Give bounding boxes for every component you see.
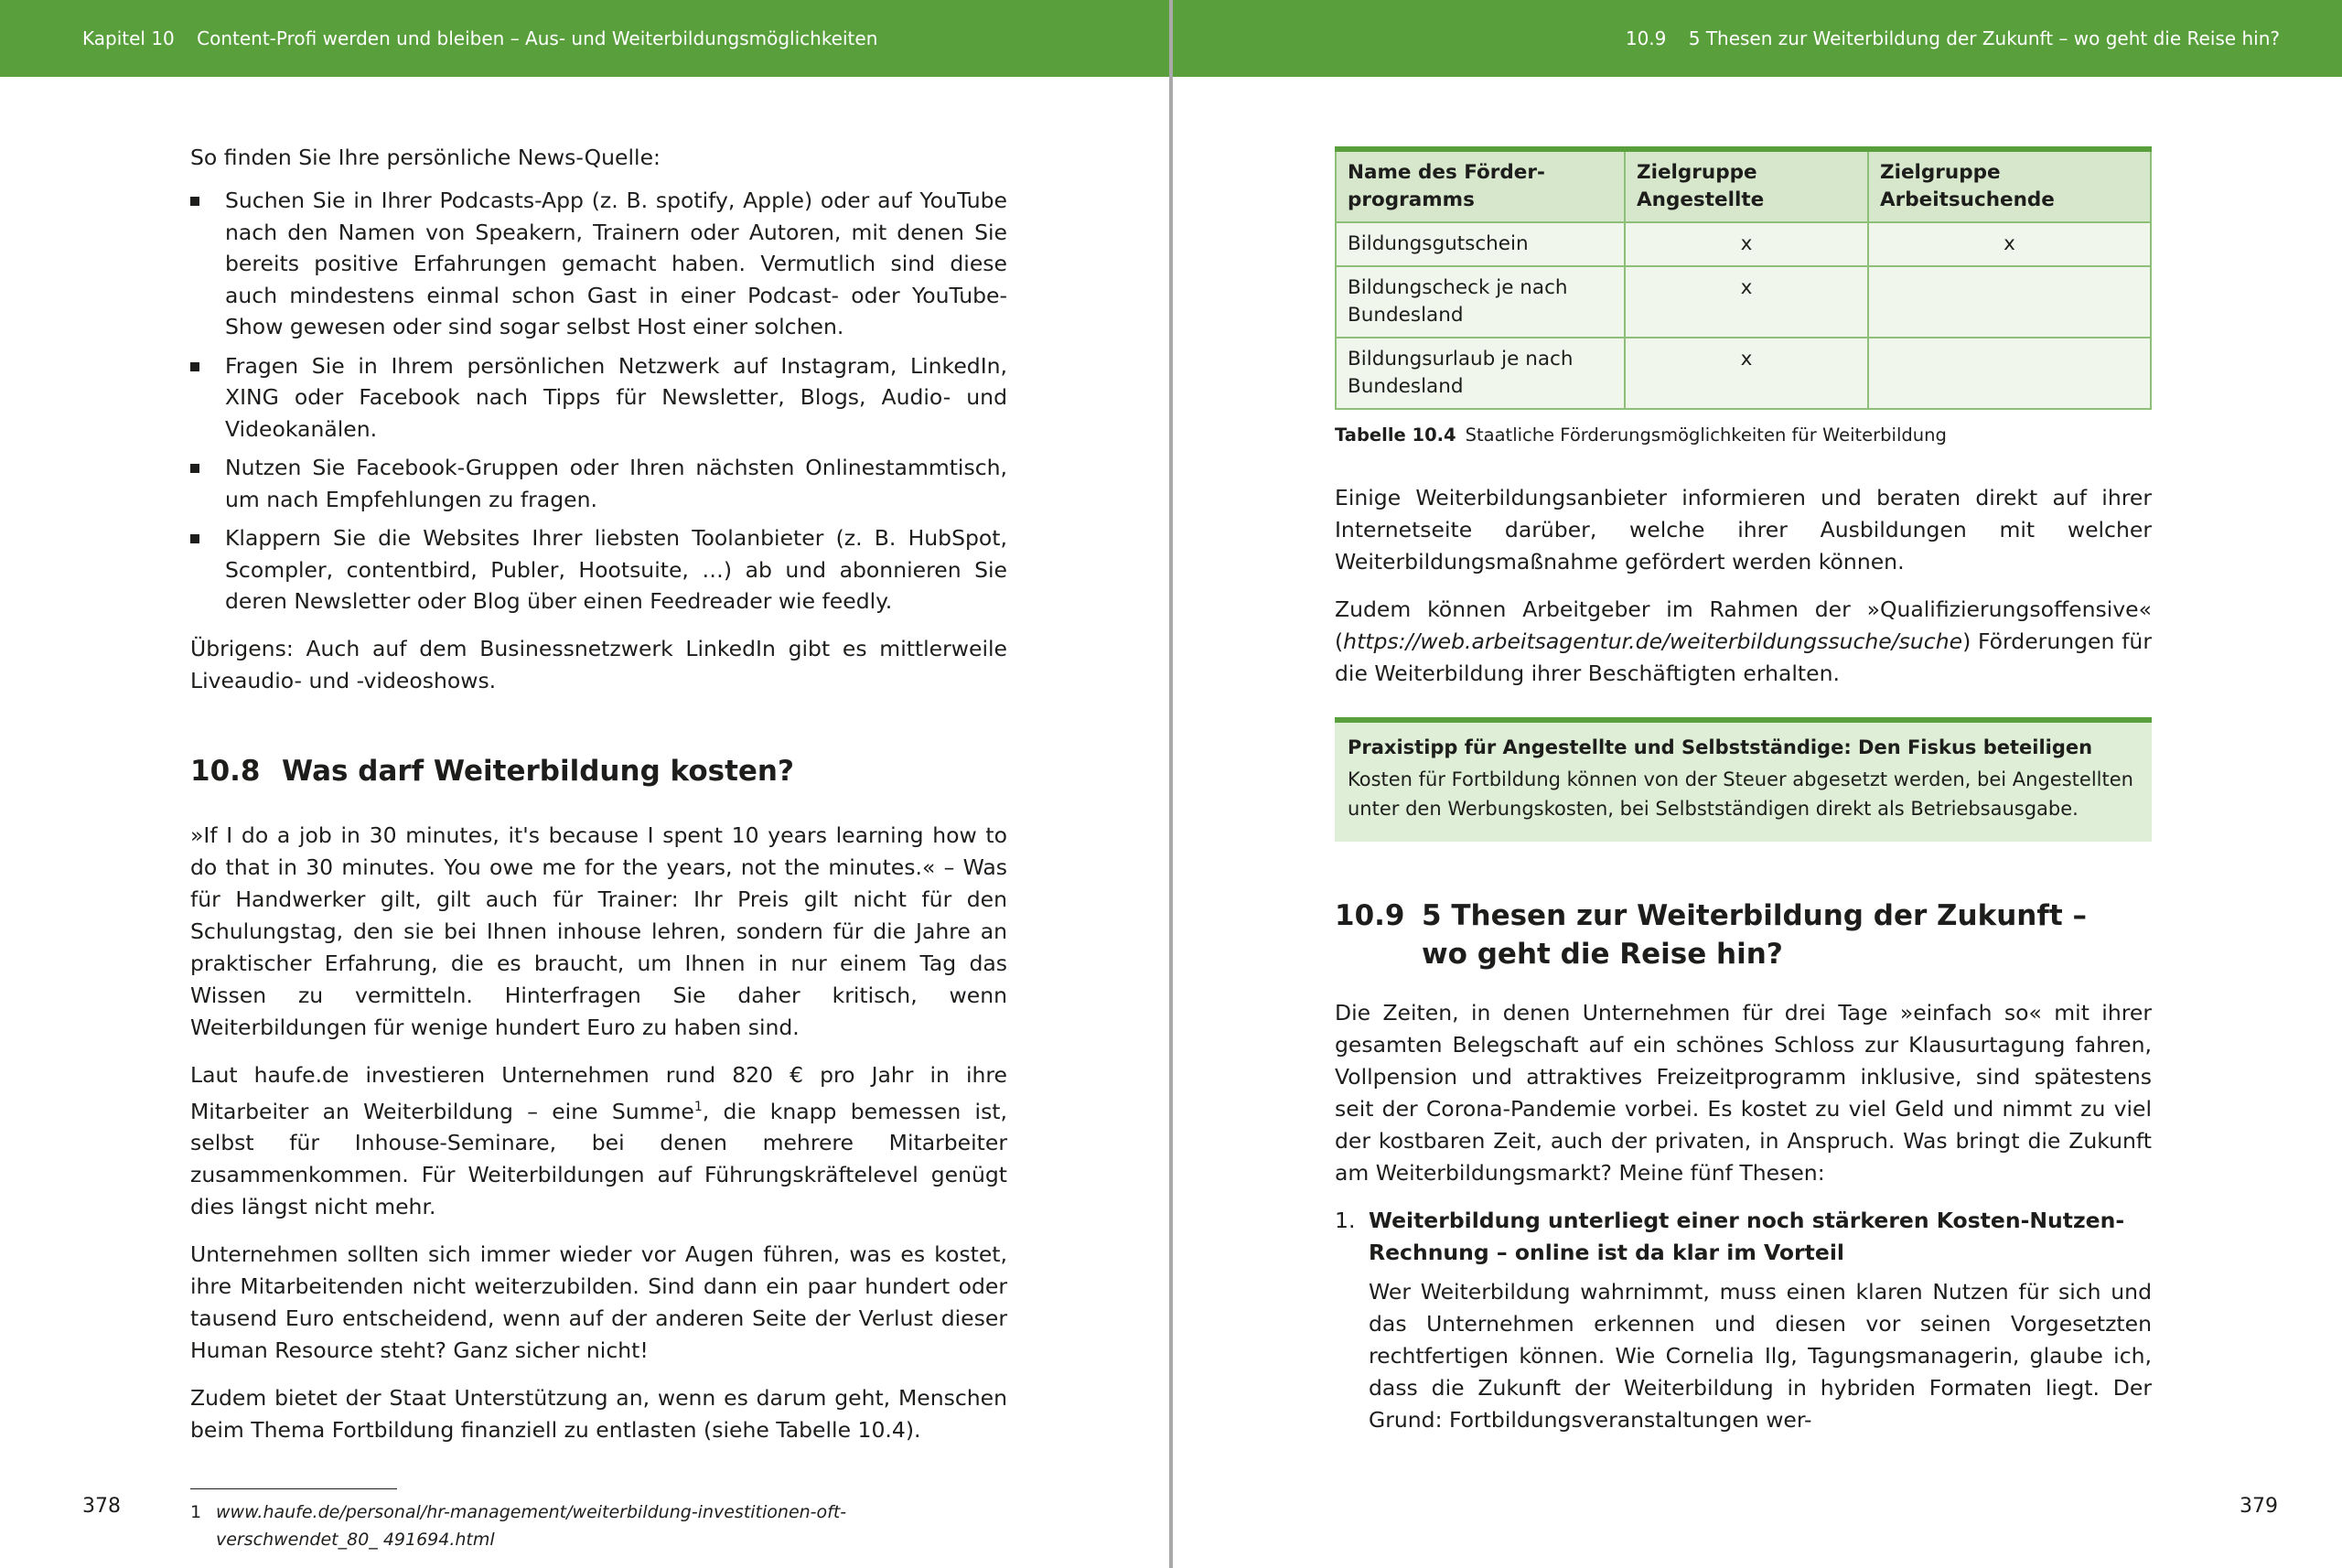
paragraph (190, 1059, 1007, 1224)
funding-table (1335, 146, 2152, 410)
section-number: 10.9 (1335, 899, 1405, 932)
paragraph: Die Zeiten, in denen Unternehmen für drei Tage »einfach so« mit ihrer gesamten Belegschaft auf ein schönes Schloss zur Klausurtagung fahren, Vollpension und attraktives Freizeitprogramm inklusive, sind spätestens seit der Corona-Pandemie vorbei. Es kostet zu viel Geld und nimmt zu viel der kostbaren Zeit, auch der privaten, in Anspruch. Was bringt die Zukunft am Weiterbildungsmarkt? Meine fünf Thesen: (1335, 1000, 2152, 1186)
table-cell: Bildungsurlaub je nach Bundesland (1336, 338, 1625, 409)
running-header-left (0, 0, 1169, 77)
practice-tip-box (1335, 717, 2152, 842)
page-number-right: 379 (2240, 1495, 2278, 1518)
section-number: 10.9 (1625, 27, 1667, 49)
table-header-cell: Name des Förder-programms (1336, 149, 1625, 222)
chapter-number: Kapitel 10 (82, 27, 175, 49)
text-run: Zudem können Arbeitgeber im Rahmen der »Qualifizierungsoffensive« ( (1335, 596, 2152, 654)
section-title-line2: wo geht die Reise hin? (1422, 938, 1783, 971)
running-header-right (1173, 0, 2342, 77)
paragraph: Unternehmen sollten sich immer wieder vor Augen führen, was es kostet, ihre Mitarbeitenden nicht weiterzubilden. Sind dann ein paar hundert oder tausend Euro entscheidend, wenn auf der anderen Seite der Verlust dieser Human Resource steht? Ganz sicher nicht! (190, 1241, 1007, 1364)
section-title: Was darf Weiterbildung kosten? (282, 754, 794, 788)
paragraph: Zudem bietet der Staat Unterstützung an, wenn es darum geht, Menschen beim Thema Fortbildung finanziell zu entlasten (siehe Tabelle 10.4). (190, 1385, 1007, 1444)
list-item-text: Fragen Sie in Ihrem persönlichen Netzwerk auf Instagram, LinkedIn, XING oder Facebook nach Tipps für Newsletter, Blogs, Audio- und Videokanälen. (225, 352, 1007, 442)
thesis-text: Wer Weiterbildung wahrnimmt, muss einen klaren Nutzen für sich und das Unternehmen erkennen und diesen vor seinen Vorgesetzten rechtfertigen können. Wie Cornelia Ilg, Tagungsmanagerin, glaube ich, dass die Zukunft der Weiterbildung in hybriden Formaten liegt. Der Grund: Fortbildungsveranstaltungen wer- (1369, 1279, 2152, 1433)
list-item (190, 522, 1007, 618)
list-item-text: Suchen Sie in Ihrer Podcasts-App (z. B. spotify, Apple) oder auf YouTube nach den Namen von Speakern, Trainern oder Autoren, mit denen Sie bereits positive Erfahrungen gemacht haben. Vermutlich sind diese auch mindestens einmal schon Gast in einer Podcast- oder YouTube-Show gewesen oder sind sogar selbst Host einer solchen. (225, 188, 1007, 339)
paragraph: Übrigens: Auch auf dem Businessnetzwerk LinkedIn gibt es mittlerweile Liveaudio- und -videoshows. (190, 635, 1007, 693)
table-row (1336, 266, 2151, 338)
table-cell: x (1625, 338, 1868, 409)
list-item-text: Nutzen Sie Facebook-Gruppen oder Ihren nächsten Onlinestammtisch, um nach Empfehlungen zu fragen. (225, 455, 1007, 512)
footnote-marker[interactable]: 1 (693, 1099, 703, 1114)
paragraph (1335, 594, 2152, 690)
theses-list (1335, 1205, 2152, 1436)
table-row (1336, 222, 2151, 266)
paragraph: Einige Weiterbildungsanbieter informieren und beraten direkt auf ihrer Internetseite darüber, welche ihrer Ausbildungen mit welcher Weiterbildungsmaßnahme gefördert werden können. (1335, 485, 2152, 575)
table-cell (1868, 338, 2151, 409)
list-item (1335, 1205, 2152, 1436)
table-header-row (1336, 149, 2151, 222)
table-cell: Bildungsgutschein (1336, 222, 1625, 266)
bullet-square-icon (190, 362, 199, 371)
footnote-number: 1 (190, 1502, 202, 1523)
footnote-link[interactable]: www.haufe.de/personal/hr-management/weiterbildung-investitionen-oft-verschwendet_80_ 491694.html (216, 1502, 847, 1551)
table-caption-text: Staatliche Förderungsmöglichkeiten für Weiterbildung (1465, 424, 1947, 446)
tip-title: Praxistipp für Angestellte und Selbstständige: Den Fiskus beteiligen (1348, 736, 2093, 758)
text-run: , die knapp bemessen ist, selbst für Inhouse-Seminare, bei denen mehrere Mitarbeiter zusammenkommen. Für Weiterbildungen auf Führungskräftelevel genügt dies längst nicht mehr. (190, 1098, 1007, 1220)
tip-text: Kosten für Fortbildung können von der Steuer abgesetzt werden, bei Angestellten unter den Werbungskosten, bei Selbstständigen direkt als Betriebsausgabe. (1348, 768, 2133, 820)
page-number-left: 378 (82, 1495, 121, 1518)
table-cell: x (1625, 222, 1868, 266)
footnote-divider (190, 1488, 397, 1489)
section-heading-10-9 (1335, 897, 2152, 973)
section-title: 5 Thesen zur Weiterbildung der Zukunft – wo geht die Reise hin? (1688, 27, 2280, 49)
list-item (190, 350, 1007, 446)
table-caption (1335, 424, 2152, 446)
paragraph: »If I do a job in 30 minutes, it's because I spent 10 years learning how to do that in 30 minutes. You owe me for the years, not the minutes.« – Was für Handwerker gilt, gilt auch für Trainer: Ihr Preis gilt nicht für den Schulungstag, den sie bei Ihnen inhouse lehren, sondern für die Jahre an praktischer Erfahrung, die es braucht, um Ihnen in nur einem Tag das Wissen zu vermitteln. Hinterfragen Sie daher kritisch, wenn Weiterbildungen für wenige hundert Euro zu haben sind. (190, 822, 1007, 1040)
left-page-content (190, 142, 1007, 1553)
bullet-square-icon (190, 464, 199, 473)
table-cell: x (1625, 266, 1868, 338)
table-row (1336, 338, 2151, 409)
thesis-title: Weiterbildung unterliegt einer noch stärkeren Kosten-Nutzen-Rechnung – online ist da klar im Vorteil (1369, 1208, 2125, 1265)
table-caption-label: Tabelle 10.4 (1335, 424, 1456, 446)
table-cell: Bildungscheck je nach Bundesland (1336, 266, 1625, 338)
left-page (0, 0, 1169, 1568)
right-page-content (1335, 146, 2152, 1452)
footnote (190, 1498, 1007, 1553)
list-item-text: Klappern Sie die Websites Ihrer liebsten Toolanbieter (z. B. HubSpot, Scompler, contentbird, Publer, Hootsuite, …) ab und abonnieren Sie deren Newsletter oder Blog über einen Feedreader wie feedly. (225, 525, 1007, 614)
arbeitsagentur-link[interactable]: https://web.arbeitsagentur.de/weiterbildungssuche/suche (1343, 628, 1963, 654)
table-cell (1868, 266, 2151, 338)
list-item (190, 452, 1007, 515)
list-item-number: 1. (1335, 1208, 1356, 1233)
section-number: 10.8 (190, 754, 261, 788)
table-header-cell: Zielgruppe Arbeitsuchende (1868, 149, 2151, 222)
text-run: ) Förderungen für die Weiterbildung ihrer Beschäftigten erhalten. (1335, 628, 2152, 686)
list-item (190, 185, 1007, 343)
text-run: Laut haufe.de investieren Unternehmen rund 820 € pro Jahr in ihre Mitarbeiter an Weiterbildung – eine Summe (190, 1061, 1007, 1124)
bullet-square-icon (190, 534, 199, 543)
bullet-square-icon (190, 197, 199, 206)
section-title-line1: 5 Thesen zur Weiterbildung der Zukunft – (1422, 899, 2087, 932)
news-source-intro: So finden Sie Ihre persönliche News-Quelle: (190, 145, 661, 170)
news-source-list (190, 185, 1007, 618)
table-cell: x (1868, 222, 2151, 266)
section-heading-10-8 (190, 752, 1007, 790)
chapter-title: Content-Profi werden und bleiben – Aus- und Weiterbildungsmöglichkeiten (197, 27, 878, 49)
right-page (1173, 0, 2342, 1568)
table-header-cell: Zielgruppe Angestellte (1625, 149, 1868, 222)
